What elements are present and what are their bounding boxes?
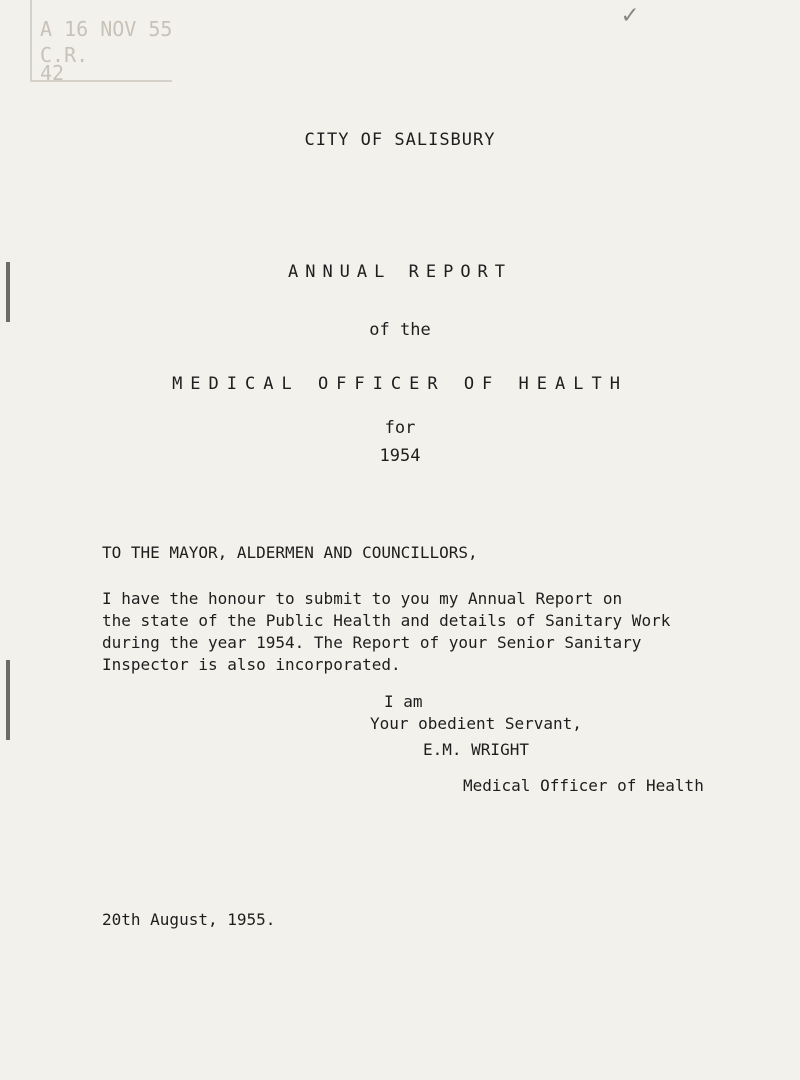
closing-line-1: I am — [384, 692, 423, 711]
medical-officer-heading: MEDICAL OFFICER OF HEALTH — [172, 374, 628, 394]
binding-mark — [6, 660, 10, 740]
letter-date: 20th August, 1955. — [102, 910, 276, 929]
pencil-tick-mark: ✓ — [622, 0, 638, 30]
report-year: 1954 — [379, 446, 421, 466]
salutation: TO THE MAYOR, ALDERMEN AND COUNCILLORS, — [102, 543, 478, 562]
letter-body — [102, 588, 722, 676]
stamp-initials: C.R. — [40, 43, 89, 67]
letter-body-line: I have the honour to submit to you my Annual Report on — [102, 589, 623, 608]
of-the-text: of the — [369, 320, 431, 340]
letter-body-line: the state of the Public Health and details of Sanitary Work — [102, 611, 671, 630]
annual-report-heading: ANNUAL REPORT — [287, 262, 513, 282]
signature-title: Medical Officer of Health — [463, 776, 704, 795]
letter-body-line: during the year 1954. The Report of your Senior Sanitary — [102, 633, 642, 652]
stamp-number: 42 — [40, 61, 65, 85]
signature-name: E.M. WRIGHT — [423, 740, 529, 759]
received-stamp — [0, 0, 175, 90]
closing — [370, 691, 582, 735]
for-text: for — [384, 418, 416, 438]
city-heading: CITY OF SALISBURY — [304, 130, 496, 150]
letter-body-line: Inspector is also incorporated. — [102, 655, 401, 674]
stamp-date: A 16 NOV 55 — [40, 17, 173, 41]
closing-line-2: Your obedient Servant, — [370, 714, 582, 733]
